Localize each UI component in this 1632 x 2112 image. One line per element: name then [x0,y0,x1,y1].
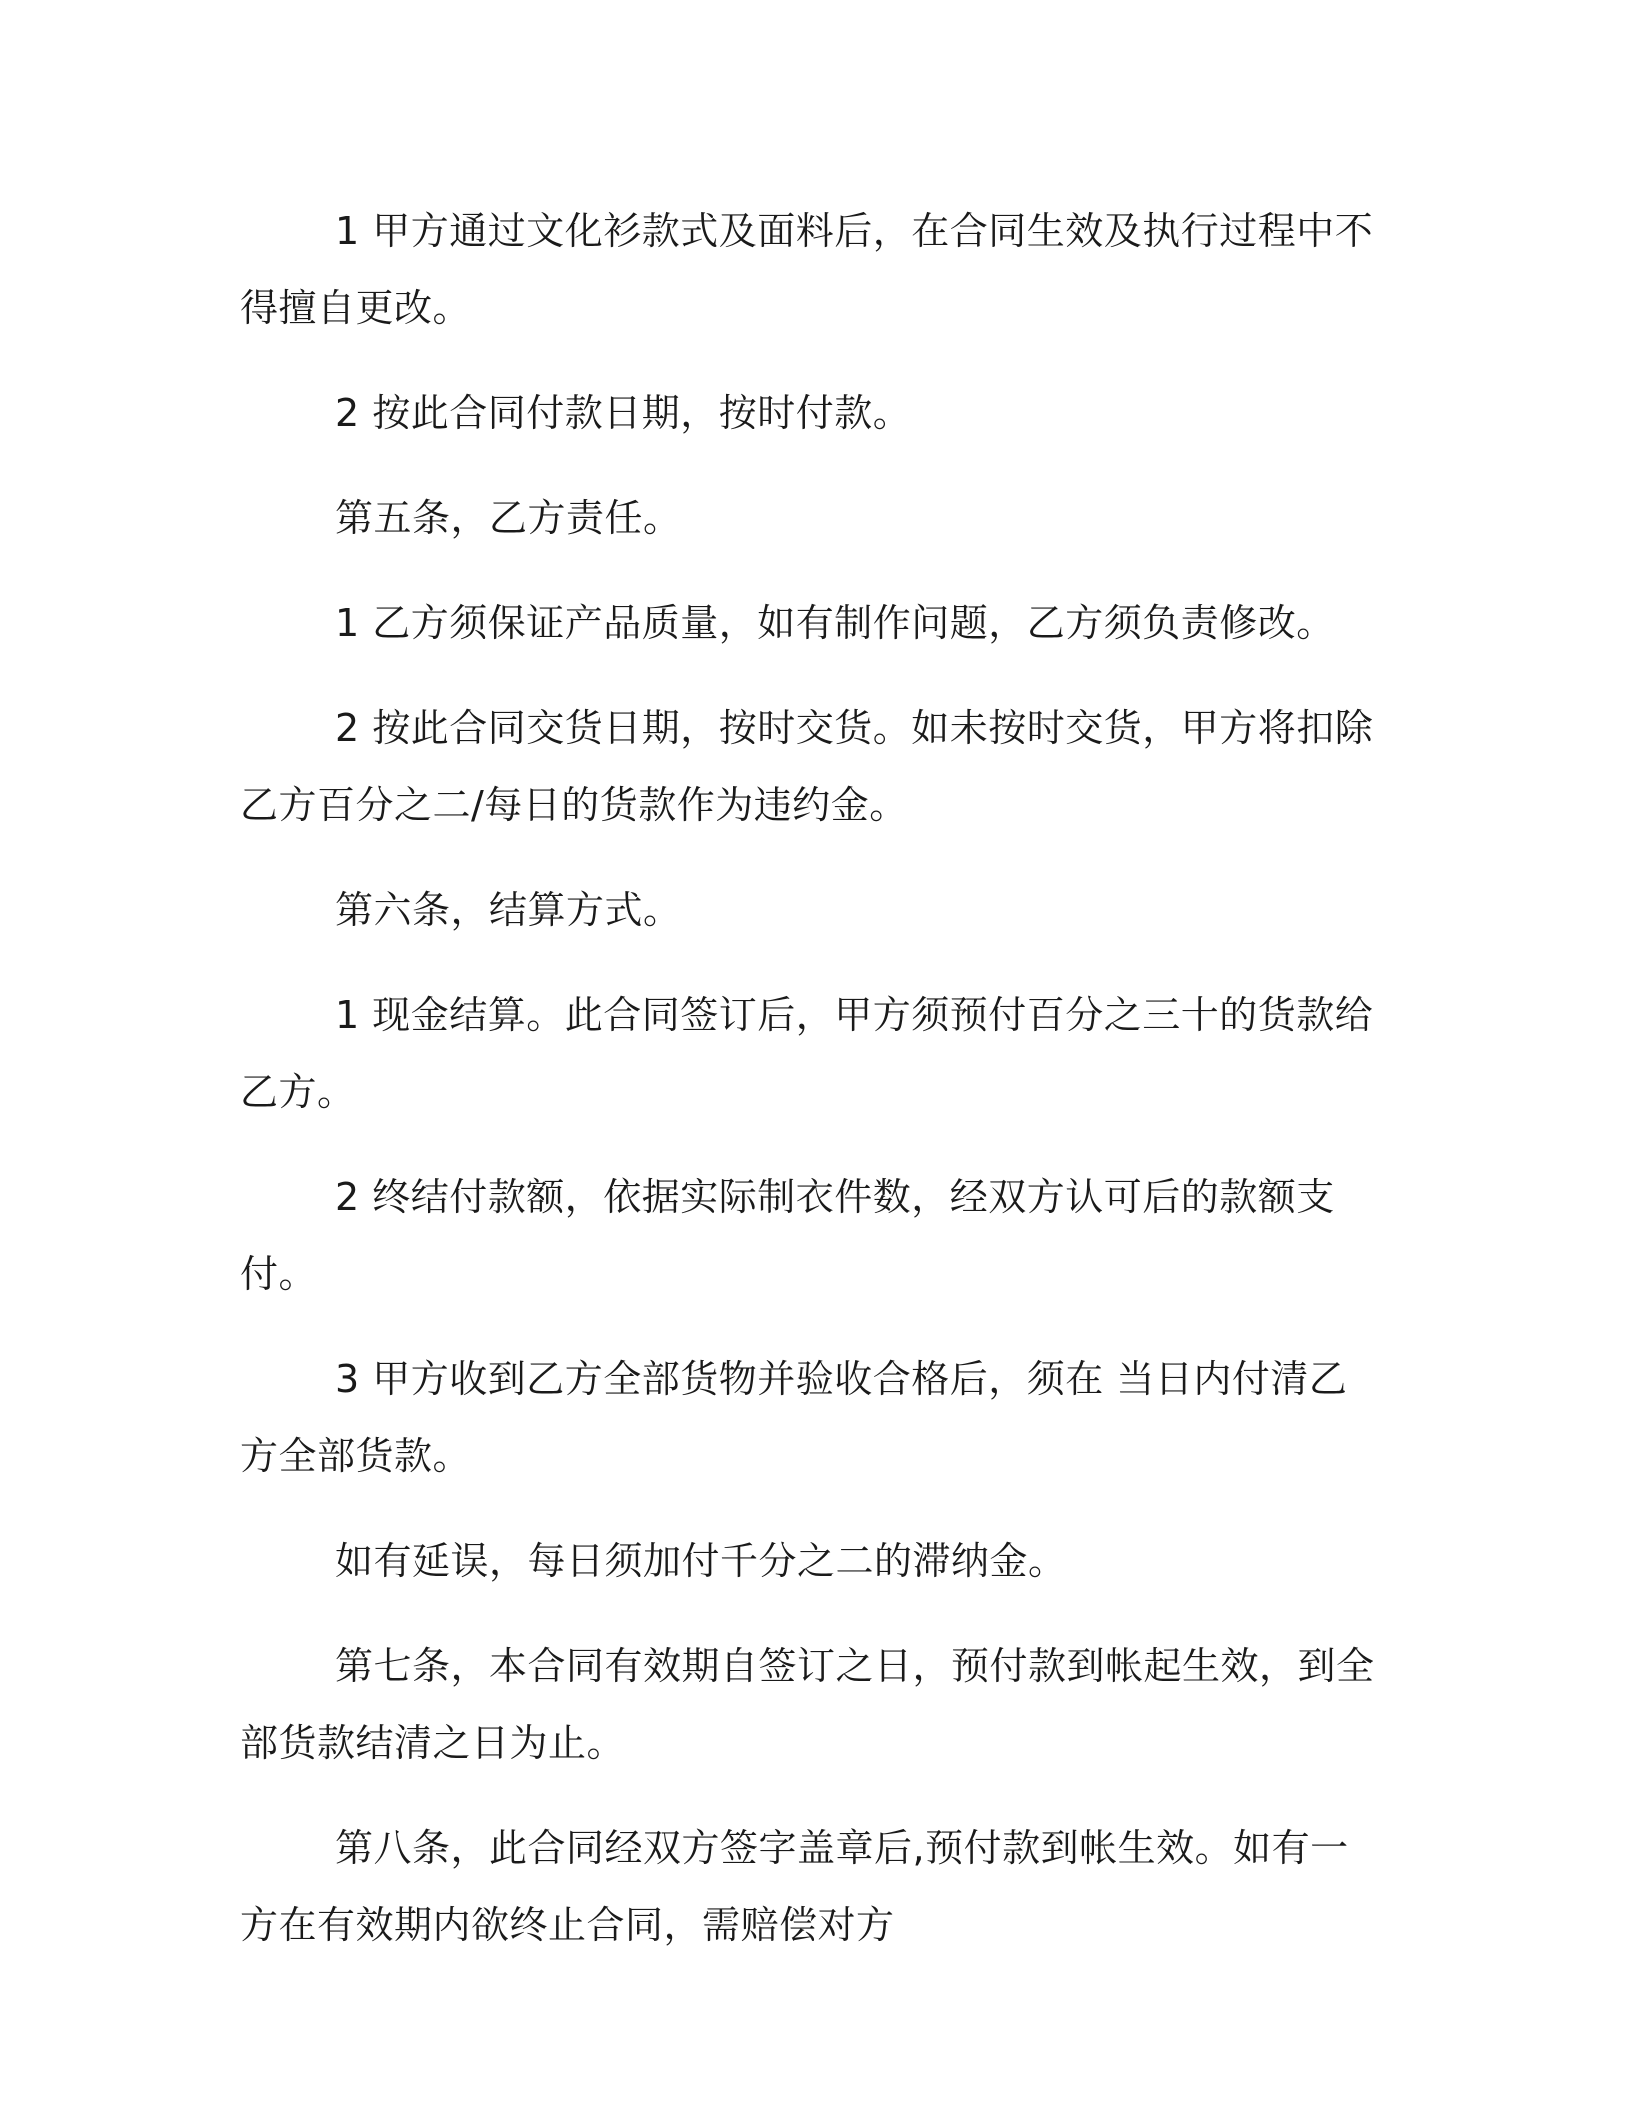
paragraph-late-fee: 如有延误，每日须加付千分之二的滞纳金。 [335,1539,1067,1583]
heading-article-5: 第五条，乙方责任。 [335,496,682,540]
paragraph-cash-settlement: 1 现金结算。此合同签订后，甲方须预付百分之三十的货款给乙方。 [240,993,1374,1114]
heading-article-6: 第六条，结算方式。 [335,888,682,932]
paragraph-party-a-pay-on-time: 2 按此合同付款日期，按时付款。 [335,391,912,435]
paragraph-party-a-no-change: 1 甲方通过文化衫款式及面料后，在合同生效及执行过程中不得擅自更改。 [240,209,1374,330]
paragraph-final-payment: 2 终结付款额，依据实际制衣件数，经双方认可后的款额支付。 [240,1175,1335,1296]
document-body [240,193,1380,1964]
paragraph-party-b-delivery: 2 按此合同交货日期，按时交货。如未按时交货，甲方将扣除乙方百分之二/每日的货款作为违约金。 [240,706,1374,827]
paragraph-party-b-quality: 1 乙方须保证产品质量，如有制作问题，乙方须负责修改。 [335,601,1335,645]
heading-article-7: 第七条，本合同有效期自签订之日，预付款到帐起生效，到全部货款结清之日为止。 [240,1644,1375,1765]
heading-article-8: 第八条，此合同经双方签字盖章后,预付款到帐生效。如有一方在有效期内欲终止合同，需赔偿对方 [240,1826,1349,1947]
paragraph-full-payment: 3 甲方收到乙方全部货物并验收合格后，须在 当日内付清乙方全部货款。 [240,1357,1348,1478]
